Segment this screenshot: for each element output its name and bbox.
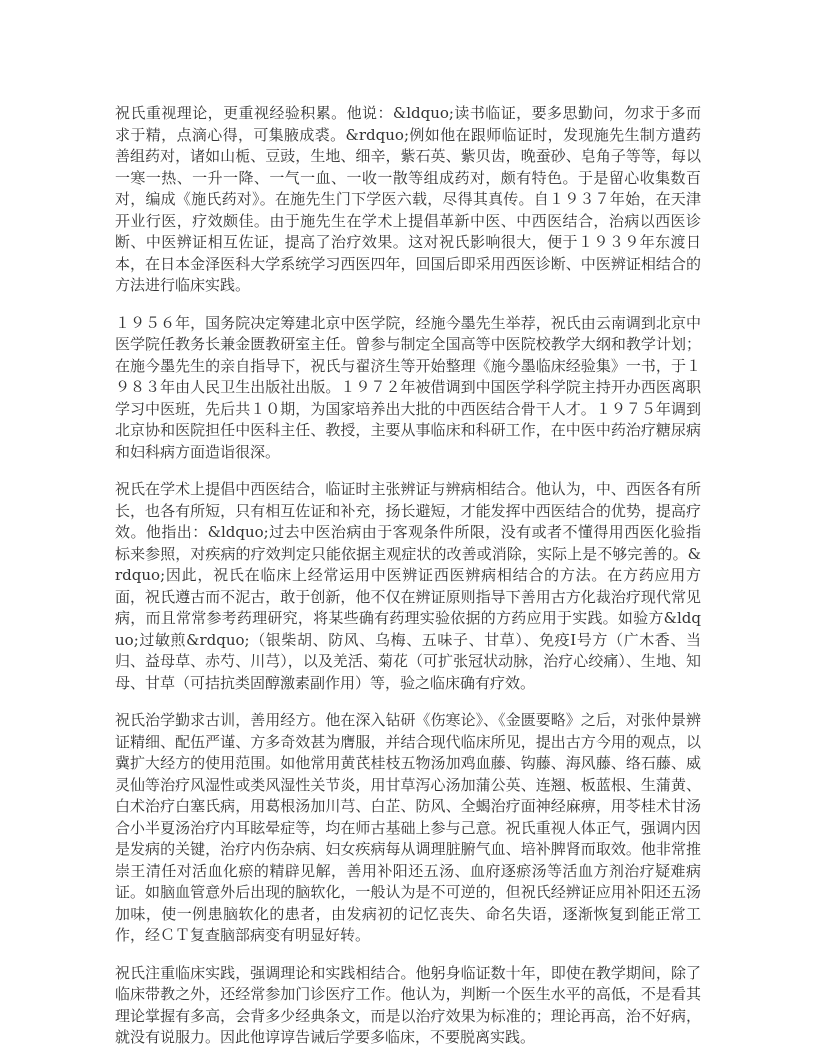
paragraph-3: 祝氏在学术上提倡中西医结合，临证时主张辨证与辨病相结合。他认为，中、西医各有所长，也各有所短，只有相互佐证和补充，扬长避短，才能发挥中西医结合的优势，提高疗效。他指出：&ldquo;过去中医治病由于客观条件所限，没有或者不懂得用西医化验指标来参照，对疾病的疗效判定只能依据主观症状的改善或消除，实际上是不够完善的。&rdquo;因此，祝氏在临床上经常运用中医辨证西医辨病相结合的方法。在方药应用方面，祝氏遵古而不泥古，敢于创新，他不仅在辨证原则指导下善用古方化裁治疗现代常见病，而且常常参考药理研究，将某些确有药理实验依据的方药应用于实践。如验方&ldquo;过敏煎&rdquo;（银柴胡、防风、乌梅、五味子、甘草）、免疫Ⅰ号方（广木香、当归、益母草、赤芍、川芎），以及羌活、菊花（可扩张冠状动脉，治疗心绞痛）、生地、知母、甘草（可拮抗类固醇激素副作用）等，验之临床确有疗效。 [115, 480, 701, 692]
document-body [115, 103, 701, 1049]
paragraph-1: 祝氏重视理论，更重视经验积累。他说：&ldquo;读书临证，要多思勤问，勿求于多而求于精，点滴心得，可集腋成裘。&rdquo;例如他在跟师临证时，发现施先生制方遣药善组药对，诸如山栀、豆豉，生地、细辛，紫石英、紫贝齿，晚蚕砂、皂角子等等，每以一寒一热、一升一降、一气一血、一收一散等组成药对，颇有特色。于是留心收集数百对，编成《施氏药对》。在施先生门下学医六载，尽得其真传。自１９３７年始，在天津开业行医，疗效颇佳。由于施先生在学术上提倡革新中医、中西医结合，治病以西医诊断、中医辨证相互佐证，提高了治疗效果。这对祝氏影响很大，便于１９３９年东渡日本，在日本金泽医科大学系统学习西医四年，回国后即采用西医诊断、中医辨证相结合的方法进行临床实践。 [115, 104, 701, 294]
paragraph-2: １９５６年，国务院决定筹建北京中医学院，经施今墨先生举荐，祝氏由云南调到北京中医学院任教务长兼金匮教研室主任。曾参与制定全国高等中医院校教学大纲和教学计划；在施今墨先生的亲自指导下，祝氏与翟济生等开始整理《施今墨临床经验集》一书，于１９８３年由人民卫生出版社出版。１９７２年被借调到中国医学科学院主持开办西医离职学习中医班，先后共１０期，为国家培养出大批的中西医结合骨干人才。１９７５年调到北京协和医院担任中医科主任、教授，主要从事临床和科研工作，在中医中药治疗糖尿病和妇科病方面造诣很深。 [115, 313, 701, 461]
paragraph-4: 祝氏治学勤求古训，善用经方。他在深入钻研《伤寒论》、《金匮要略》之后，对张仲景辨证精细、配伍严谨、方多奇效甚为膺服，并结合现代临床所见，提出古方今用的观点，以冀扩大经方的使用范围。如他常用黄芪桂枝五物汤加鸡血藤、钩藤、海风藤、络石藤、威灵仙等治疗风湿性或类风湿性关节炎，用甘草泻心汤加蒲公英、连翘、板蓝根、生蒲黄、白术治疗白塞氏病，用葛根汤加川芎、白芷、防风、全蝎治疗面神经麻痹，用苓桂术甘汤合小半夏汤治疗内耳眩晕症等，均在师古基础上参与己意。祝氏重视人体正气，强调内因是发病的关键，治疗内伤杂病、妇女疾病每从调理脏腑气血、培补脾肾而取效。他非常推崇王清任对活血化瘀的精辟见解，善用补阳还五汤、血府逐瘀汤等活血方剂治疗疑难病证。如脑血管意外后出现的脑软化，一般认为是不可逆的，但祝氏经辨证应用补阳还五汤加味，使一例患脑软化的患者，由发病初的记忆丧失、命名失语，逐渐恢复到能正常工作，经ＣＴ复查脑部病变有明显好转。 [115, 711, 701, 944]
paragraph-5: 祝氏注重临床实践，强调理论和实践相结合。他躬身临证数十年，即使在教学期间，除了临床带教之外，还经常参加门诊医疗工作。他认为，判断一个医生水平的高低，不是看其理论掌握有多高，会背多少经典条文，而是以治疗效果为标准的；理论再高，治不好病，就没有说服力。因此他谆谆告诫后学要多临床，不要脱离实践。 [115, 963, 701, 1046]
